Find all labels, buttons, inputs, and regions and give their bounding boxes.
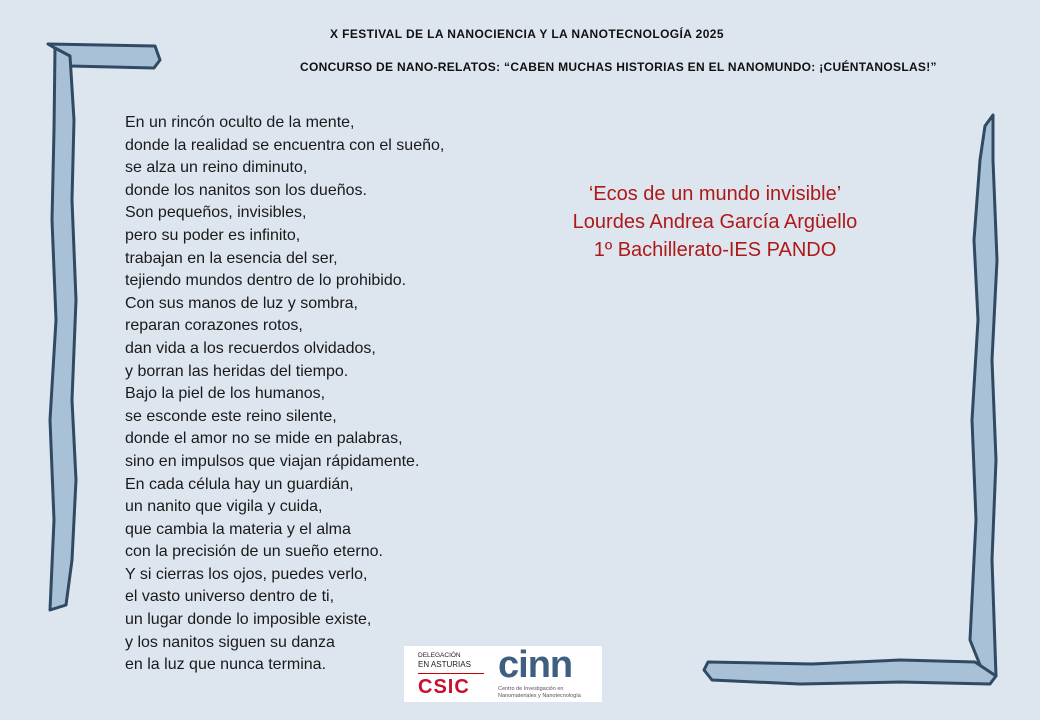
cinn-subtitle	[498, 686, 581, 699]
poem-line: pero su poder es infinito,	[125, 226, 301, 244]
poem-line: y borran las heridas del tiempo.	[125, 362, 349, 380]
cinn-subtitle-line: Nanomateriales y Nanotecnología	[498, 692, 581, 699]
poem-line: trabajan en la esencia del ser,	[125, 249, 338, 267]
poem-line: en la luz que nunca termina.	[125, 656, 327, 674]
csic-delegation-label: DELEGACIÓN	[418, 652, 461, 659]
csic-logo	[404, 646, 490, 702]
poem-line: Son pequeños, invisibles,	[125, 204, 307, 222]
csic-divider	[418, 673, 484, 674]
festival-title: X FESTIVAL DE LA NANOCIENCIA Y LA NANOTECNOLOGÍA 2025	[330, 27, 724, 41]
frame-bottom-right	[704, 660, 996, 684]
contest-title: CONCURSO DE NANO-RELATOS: “CABEN MUCHAS HISTORIAS EN EL NANOMUNDO: ¡CUÉNTANOSLAS!”	[300, 60, 937, 74]
poem-line: Bajo la piel de los humanos,	[125, 385, 326, 403]
poem-line: se alza un reino diminuto,	[125, 159, 308, 177]
poem-line: donde los nanitos son los dueños.	[125, 181, 367, 199]
frame-left-bar	[50, 48, 76, 610]
poem-line: dan vida a los recuerdos olvidados,	[125, 339, 376, 357]
poem-line: el vasto universo dentro de ti,	[125, 588, 335, 606]
work-title-block	[520, 180, 910, 264]
poem-line: y los nanitos siguen su danza	[125, 633, 335, 651]
cinn-wordmark: cinn	[498, 644, 573, 686]
poem-line: se esconde este reino silente,	[125, 407, 337, 425]
poem-line: reparan corazones rotos,	[125, 317, 303, 335]
poem-line: sino en impulsos que viajan rápidamente.	[125, 452, 420, 470]
poem-line: Con sus manos de luz y sombra,	[125, 294, 358, 312]
cinn-logo	[490, 646, 602, 702]
poem-line: donde el amor no se mide en palabras,	[125, 430, 403, 448]
cinn-subtitle-line: Centro de Investigación en	[498, 686, 564, 692]
csic-wordmark: CSIC	[418, 676, 470, 698]
csic-region-label: EN ASTURIAS	[418, 660, 471, 669]
poem	[125, 112, 505, 677]
poem-line: Y si cierras los ojos, puedes verlo,	[125, 565, 368, 583]
poem-line: En cada célula hay un guardián,	[125, 475, 354, 493]
poem-line: con la precisión de un sueño eterno.	[125, 543, 383, 561]
poem-line: En un rincón oculto de la mente,	[125, 114, 355, 131]
poem-line: tejiendo mundos dentro de lo prohibido.	[125, 272, 407, 290]
frame-right-bar	[970, 115, 997, 680]
poem-line: donde la realidad se encuentra con el sueño,	[125, 136, 445, 154]
author-name: Lourdes Andrea García Argüello	[572, 211, 858, 233]
poem-line: un lugar donde lo imposible existe,	[125, 611, 372, 629]
school-name: 1º Bachillerato-IES PANDO	[593, 239, 837, 261]
poem-line: un nanito que vigila y cuida,	[125, 498, 323, 516]
work-title: ‘Ecos de un mundo invisible’	[588, 183, 842, 205]
poem-line: que cambia la materia y el alma	[125, 520, 351, 538]
